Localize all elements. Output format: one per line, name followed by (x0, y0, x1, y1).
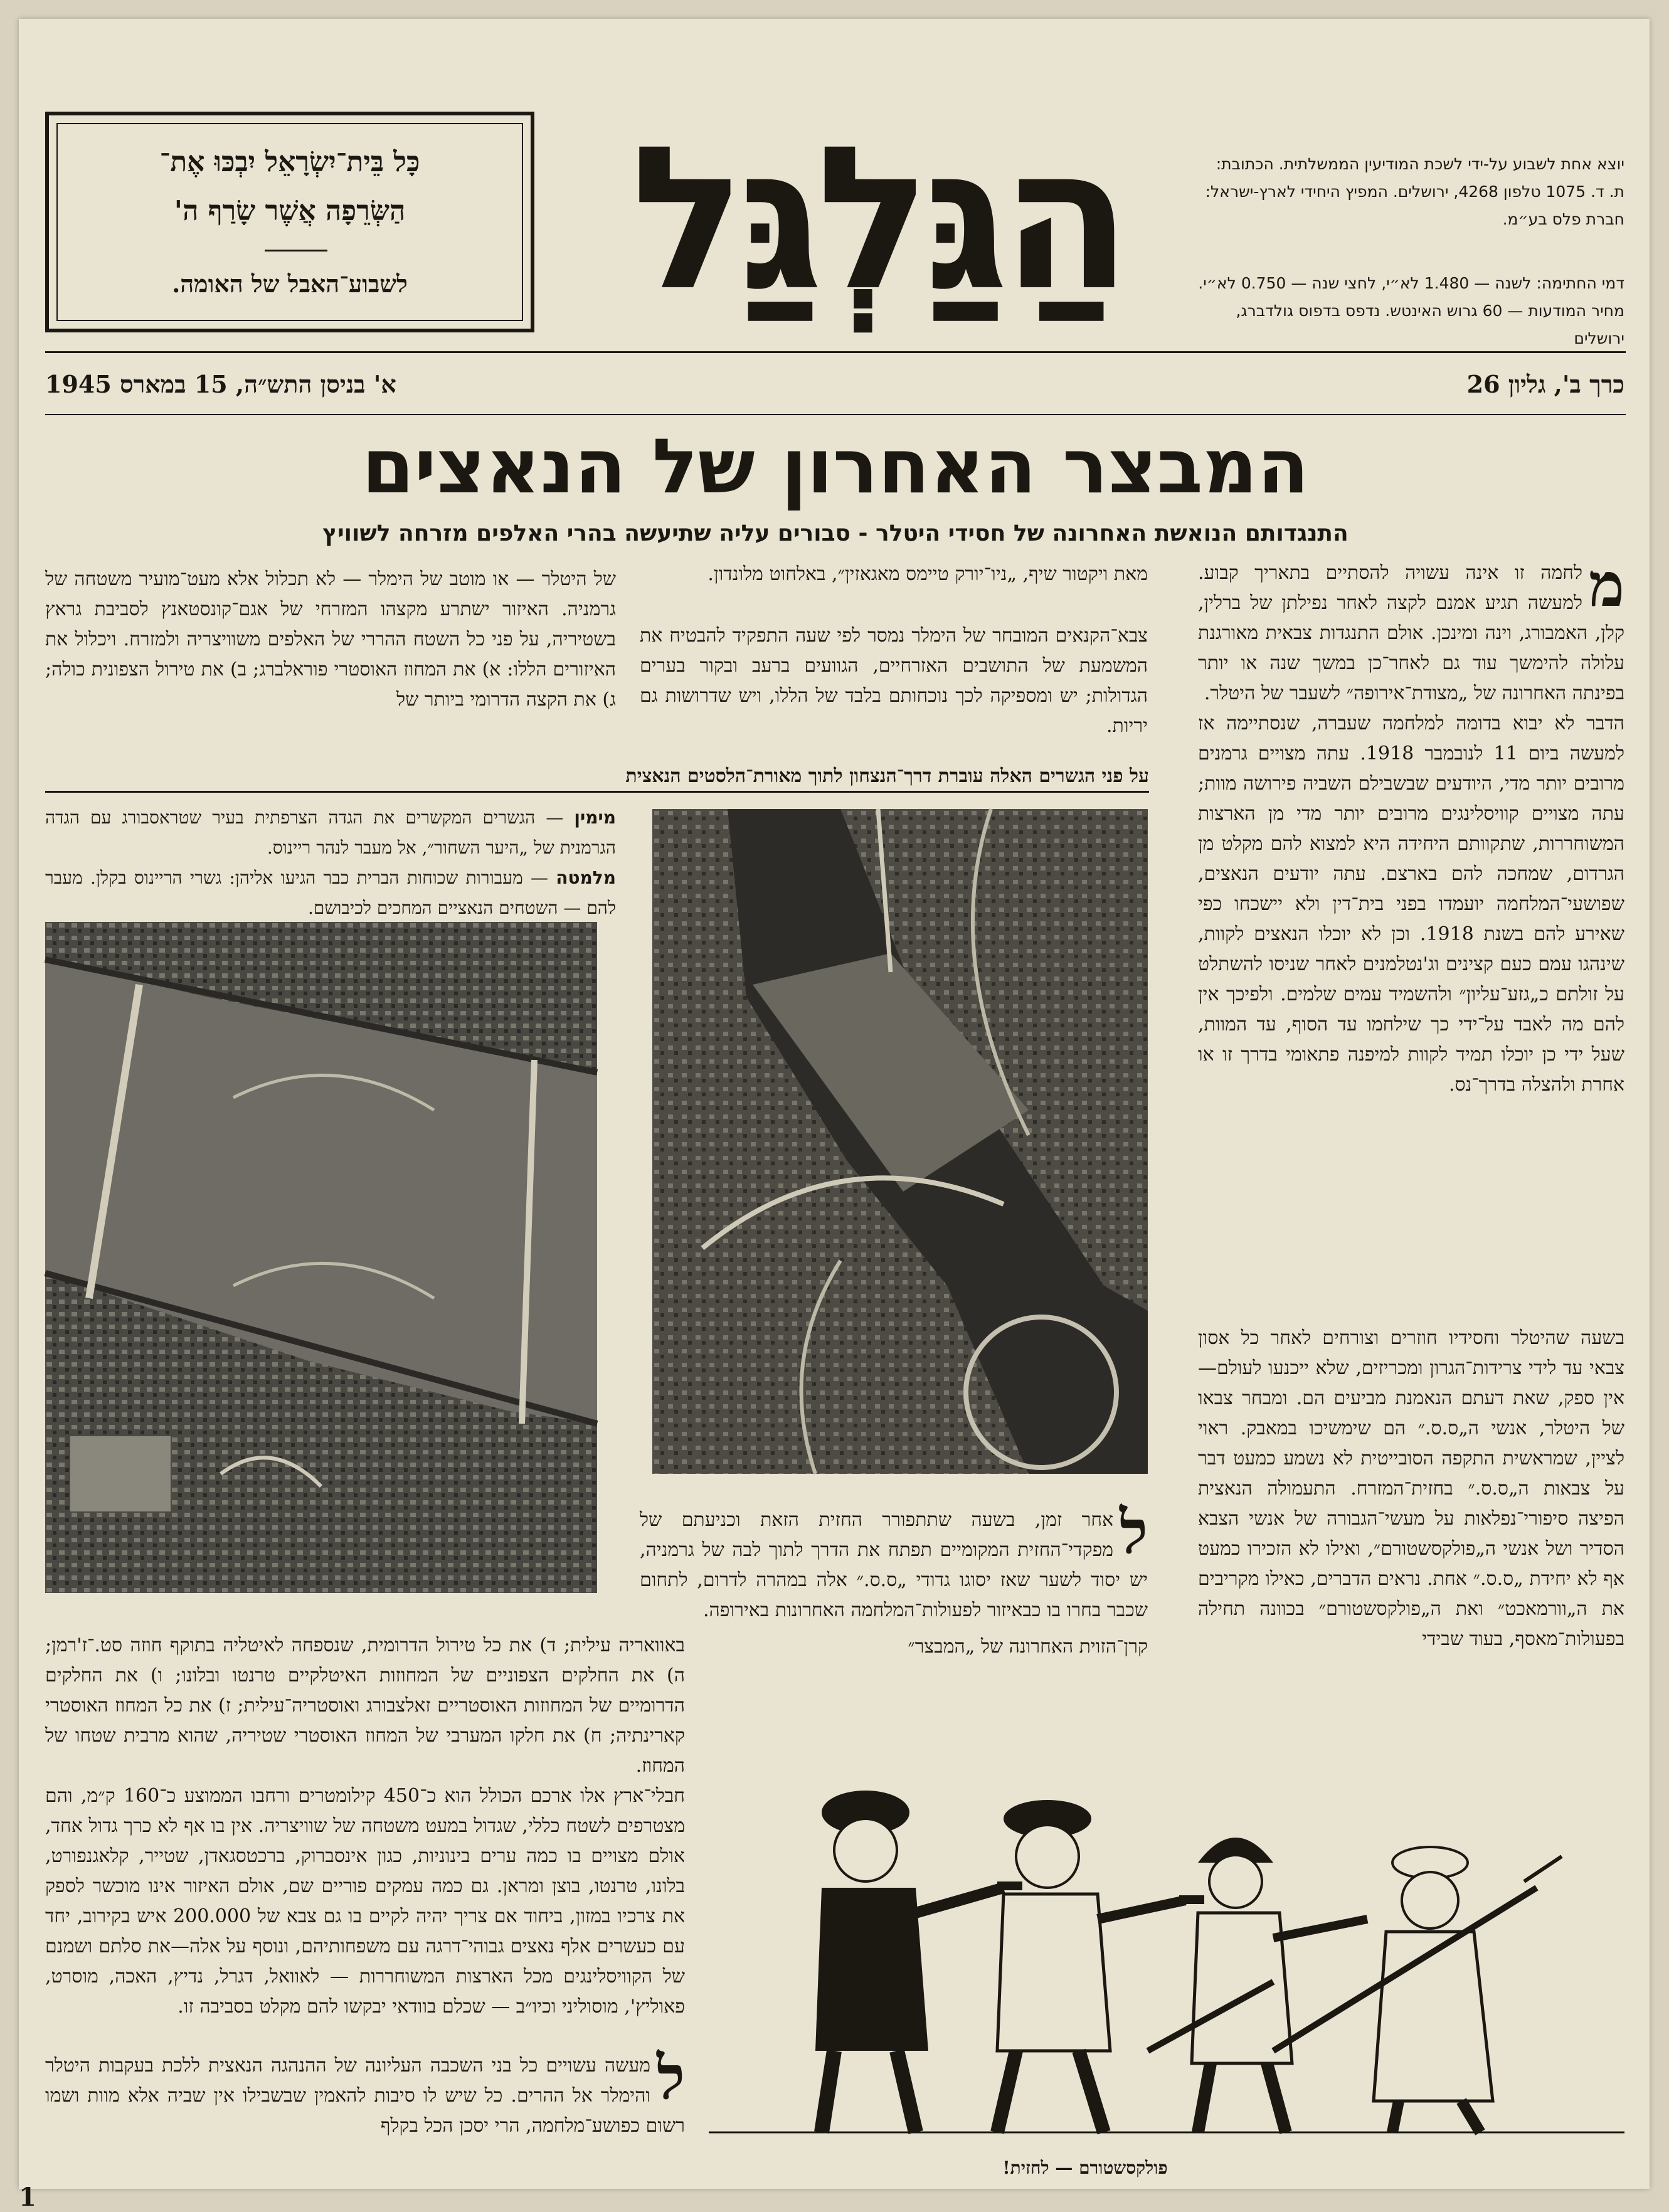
article-subheadline: התנגדותם הנואשת האחרונה של חסידי היטלר - סבורים עליה שתיעשה בהרי האלפים מזרחה לשוויץ (322, 521, 1348, 546)
cartoon-caption: פולקסשטורם — לחזית! (1002, 2157, 1168, 2178)
paragraph: אחר זמן, בשעה שתתפורר החזית הזאת וכניעתם של מפקדי־החזית המקומיים תפתח את הדרך לתוך לבה של גרמניה, יש יסוד לשער שאז יסוגו גדודי „ס.ס.״ אלה במהרה לדרום, לתחום שכבר בחרו בו כבאיזור לפעולות־המלחמה האחרונות באירופה. (640, 1509, 1148, 1621)
motto-line-1: כָּל בֵּית־יִשְׂרָאֵל יִבְכּוּ אֶת־ (159, 146, 420, 178)
paragraph: הדבר לא יבוא בדומה למלחמה שעברה, שנסתיימה אז למעשה ביום 11 לנובמבר 1918. עתה מצויים גרמנים מרובים יותר מדי, היודעים שבשבילם השביה פירושה מוות; עתה מצויים קוויסלינגים מרובים יותר מדי מן הארצות המשוחררות, שתקוותם היחידה היא למצוא להם מקלט מן הגרדום, שמחכה להם בארצם. עתה יודעים הנאצים, שפושעי־המלחמה יועמדו בפני בית־דין ולא יישכחו כפי שאירע להם בשנת 1918. וכן לא יוכלו הנאצים לקוות, שינהגו עמם כעם קצינים וג'נטלמנים לאחר שניסו להשתלט על זולתם כ„גזע־עליון״ ולהשמיד עמים שלמים. ולפיכך אין להם מה לאבד על־ידי כך שילחמו עד הסוף, עד המוות, שעל ידי כן יוכלו תמיד לקוות למיפנה פתאומי בדרך זו או אחרת ולהצלה בדרך־נס. (1198, 712, 1624, 1096)
masthead-divider (45, 351, 1626, 353)
volkssturm-cartoon (709, 1700, 1624, 2151)
page-number: 1 (19, 2183, 36, 2212)
article-column-left-lower (45, 1631, 685, 2022)
caption-description: — מעבורות שכוחות הברית כבר הגיעו אליהן: גשרי הריינוס בקלן. מעבר להם — השטחים הנאציים המחכים לכיבושם. (45, 867, 616, 918)
publisher-info: יוצא אחת לשבוע על-ידי לשכת המודיעין הממשלתית. הכתובת: ת. ד. 1075 טלפון 4268, ירושלים. המפיץ היחידי לארץ-ישראל: חברת פלס בע״מ. (1205, 155, 1624, 228)
article-column-left-final (45, 2042, 685, 2141)
article-column-left: של היטלר — או מוטב של הימלר — לא תכלול אלא מעט־מועיר משטחה של גרמניה. האיזור ישתרע מקצהו המזרחי של אגם־קונסטאנץ לסביבת גראץ בשטיריה, על פני כל השטח ההררי של האלפים משוויצריה ולמזרח. ויכלול את האיזורים הללו: א) את המחוז האוסטרי פוראלברג; ב) את טירול הצפונית כולה; ג) את הקצה הדרומי ביותר של (45, 568, 616, 711)
article-column-right-continued (1198, 1323, 1624, 1654)
drop-cap: מ (1589, 549, 1624, 620)
paragraph: בשעה שהיטלר וחסידיו חוזרים וצורחים לאחר כל אסון צבאי עד לידי צרידות־הגרון ומכריזים, שלא ייכנעו לעולם— אין ספק, שאת דעתם הנאמנת מביעים הם. ומבחר צבאו של היטלר, אנשי ה„ס.ס.״ הם שימשיכו במאבק. ראוי לציין, שמראשית התקפה הסובייטית לא נשמע כמעט דבר על צבאות ה„ס.ס.״ בחזית־המזרח. התעמולה הנאצית הפיצה סיפורי־נפלאות על מעשי־הגבורה של אנשי הצבא הסדיר ושל אנשי ה„פולקסשטורם״, ואילו לא הזכירו כמעט אף לא יחידת „ס.ס.״ אחת. נראים הדברים, כאילו מקריבים את ה„וורמאכט״ ואת ה„פולקסשטורם״ בכוונה תחילה בפעולות־מאסף, בעוד שבידי (1198, 1327, 1624, 1650)
aerial-photo-cologne (45, 922, 597, 1593)
newspaper-logo: הַגַּלְגַּל (631, 104, 1125, 334)
newspaper-page (19, 19, 1650, 2212)
subscription-info: דמי החתימה: לשנה — 1.480 לא״י, לחצי שנה — 0.750 לא״י. מחיר המודעות — 60 גרוש האינטש. נדפס בדפוס גולדברג, ירושלים (1198, 274, 1624, 347)
photo-caption-text (45, 803, 616, 923)
photo-caption-title: על פני הגשרים האלה עוברת דרך־הנצחון לתוך מאורת־הלסטים הנאצית (45, 765, 1149, 793)
motto-line-2: הַשְּׂרֵפָה אֲשֶׁר שָׂרַף ה' (174, 195, 406, 227)
paragraph: קרן־הזוית האחרונה של „המבצר״ (908, 1636, 1148, 1658)
caption-label: מלמטה (556, 867, 616, 888)
paragraph: מעשה עשויים כל בני השכבה העליונה של ההנהגה הנאצית ללכת בעקבות היטלר והימלר אל ההרים. כל שיש לו סיבות להאמין שבשבילו אין שביה אלא מוות ושמו רשום כפושע־מלחמה, הרי יסכן הכל בקלף (45, 2055, 685, 2137)
issue-volume: כרך ב', גליון 26 (1466, 370, 1624, 398)
byline: מאת ויקטור שיף, „ניו־יורק טיימס מאגאזין״, באלחוט מלונדון. (707, 563, 1148, 585)
article-column-right (1198, 549, 1624, 1100)
caption-label: מימין (574, 807, 617, 828)
motto-text (64, 138, 516, 236)
article-column-middle-lower (640, 1496, 1148, 1662)
dateline-divider (45, 414, 1626, 415)
paragraph: לחמה זו אינה עשויה להסתיים בתאריך קבוע. למעשה תגיע אמנם לקצה לאחר נפילתן של ברלין, קלן, האמבורג, וינה ומינכן. אולם התנגדות צבאית מאורגנת עלולה להימשך עוד גם לאחר־כן במשך שנה או יותר בפינתה האחרונה של „מצודת־אירופה״ לשעבר של היטלר. (1198, 562, 1624, 704)
issue-date: א' בניסן התש״ה, 15 במארס 1945 (45, 370, 396, 398)
article-headline: המבצר האחרון של הנאצים (361, 423, 1310, 511)
caption-description: — הגשרים המקשרים את הגדה הצרפתית בעיר שטראסבורג עם הגדה הגרמנית של „היער השחור״, אל מעבר לנהר ריינוס. (45, 807, 616, 858)
aerial-photo-strasbourg (652, 809, 1148, 1474)
drop-cap: ל (657, 2042, 685, 2113)
motto-divider (265, 250, 327, 251)
paragraph: באוואריה עילית; ד) את כל טירול הדרומית, שנספחה לאיטליה בתוקף חוזה סט.־ז'רמן; ה) את החלקים הצפוניים של המחוזות האיטלקיים טרנטו ובלונו; ו) את החלקים הדרומיים של המחוזות האוסטריים זאלצבורג ואוסטריה־עילית; ז) את כל המחוז האוסטרי קארינתיה; ח) את חלקו המערבי של המחוז האוסטרי שטיריה, שהוא מרבית שטחו של המחוז. (45, 1634, 685, 1777)
drop-cap: ל (1120, 1496, 1148, 1567)
article-column-middle: צבא־הקנאים המובחר של הימלר נמסר לפי שעה התפקיד להבטיח את המשמעת של התושבים האזרחיים, הגוועים ברעב ובקור בערים הגדולות; יש ומספיקה לכך נוכחותם בלבד של הללו, ויש שדרושות גם יריות. (640, 625, 1148, 737)
mourning-motto-box (45, 112, 534, 332)
motto-footer: לשבוע־האבל של האומה. (172, 270, 408, 298)
paragraph: חבלי־ארץ אלו ארכם הכולל הוא כ־450 קילומטרים ורחבו הממוצע כ־160 ק״מ, והם מצטרפים לשטח כללי, שגדול במעט משטחה של שוויצריה. אין בו אף לא כרך גדול אחד, אולם מצויים בו כמה ערים בינוניות, כגון אינסברוק, ברכטסגאדן, שטייר, קלאגנפורט, בלונו, טרנטו, בוצן ומראן. גם כמה עמקים פוריים שם, אולם האיזור אינו מוכשר לספק את צרכיו במזון, ביחוד אם צריך יהיה לקיים בו גם צבא של 200.000 איש בקירוב, יחד עם כעשרים אלף נאצים גבוהי־דרגה עם משפחותיהם, ונוסף על אלה—את סלתם ושמנם של הקוויסלינגים מכל הארצות המשוחררות — לאוואל, דגרל, נדיץ, האכה, מוסרט, פאוליץ', מוסוליני וכיו״ב — שכלם בוודאי יבקשו להם מקלט בסביבה זו. (45, 1785, 686, 2018)
